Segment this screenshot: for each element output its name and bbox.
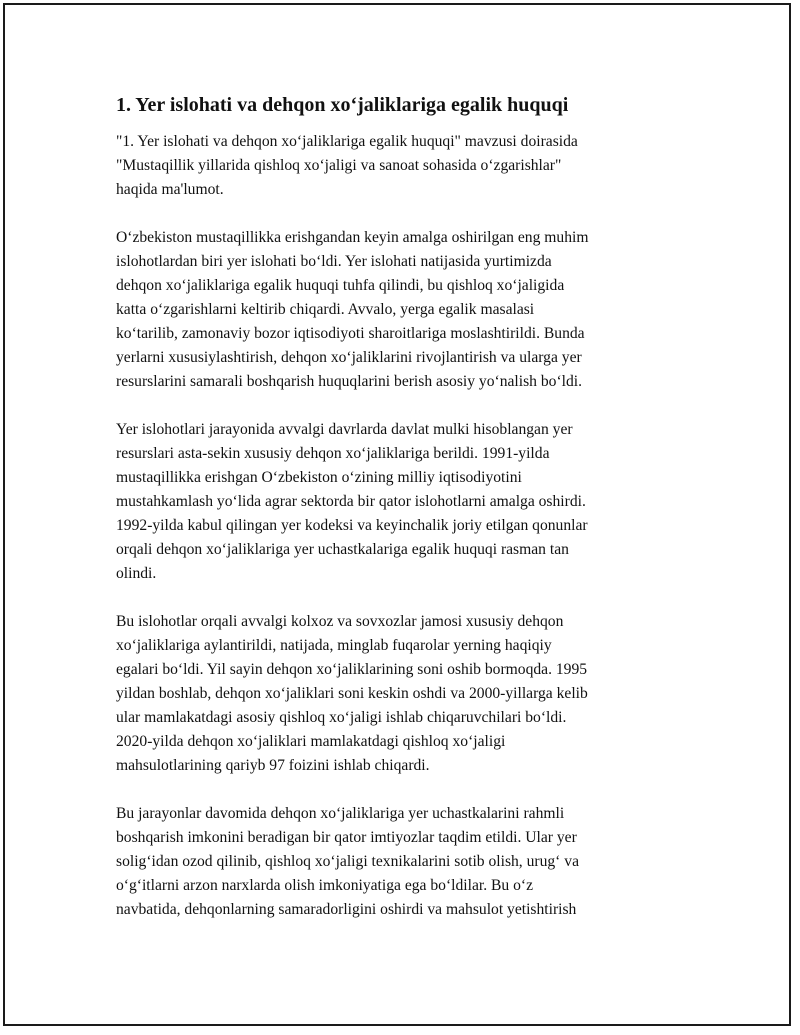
text-line: egalari bo‘ldi. Yil sayin dehqon xo‘jaliklarining soni oshib bormoqda. 1995: [116, 661, 588, 678]
text-line: Yer islohotlari jarayonida avvalgi davrlarda davlat mulki hisoblangan yer: [116, 421, 573, 438]
text-line: solig‘idan ozod qilinib, qishloq xo‘jaligi texnikalarini sotib olish, urug‘ va: [116, 853, 579, 870]
text-line: O‘zbekiston mustaqillikka erishgandan keyin amalga oshirilgan eng muhim: [116, 229, 589, 246]
text-line: olindi.: [116, 565, 157, 582]
paragraph-land-reform: [116, 226, 676, 394]
text-line: mustahkamlash yo‘lida agrar sektorda bir qator islohotlarni amalga oshirdi.: [116, 493, 586, 510]
text-line: katta o‘zgarishlarni keltirib chiqardi. Avvalo, yerga egalik masalasi: [116, 301, 535, 318]
document-body: [116, 92, 676, 946]
document-heading: 1. Yer islohati va dehqon xo‘jaliklariga egalik huquqi: [116, 94, 569, 116]
text-line: ular mamlakatdagi asosiy qishloq xo‘jaligi ishlab chiqaruvchilari bo‘ldi.: [116, 709, 567, 726]
text-line: haqida ma'lumot.: [116, 181, 224, 198]
text-line: xo‘jaliklariga aylantirildi, natijada, minglab fuqarolar yerning haqiqiy: [116, 637, 552, 654]
text-line: dehqon xo‘jaliklariga egalik huquqi tuhfa qilindi, bu qishloq xo‘jaligida: [116, 277, 565, 294]
text-line: Bu islohotlar orqali avvalgi kolxoz va sovxozlar jamosi xususiy dehqon: [116, 613, 564, 630]
text-line: yildan boshlab, dehqon xo‘jaliklari soni keskin oshdi va 2000-yillarga kelib: [116, 685, 588, 702]
text-line: "Mustaqillik yillarida qishloq xo‘jaligi va sanoat sohasida o‘zgarishlar": [116, 157, 562, 174]
text-line: orqali dehqon xo‘jaliklariga yer uchastkalariga egalik huquqi rasman tan: [116, 541, 569, 558]
text-line: yerlarni xususiylashtirish, dehqon xo‘jaliklarini rivojlantirish va ularga yer: [116, 349, 582, 366]
text-line: navbatida, dehqonlarning samaradorligini oshirdi va mahsulot yetishtirish: [116, 901, 577, 918]
text-line: 2020-yilda dehqon xo‘jaliklari mamlakatdagi qishloq xo‘jaligi: [116, 733, 506, 750]
paragraph-intro: [116, 130, 676, 202]
text-line: resurslari asta-sekin xususiy dehqon xo‘jaliklariga berildi. 1991-yilda: [116, 445, 550, 462]
text-line: 1992-yilda kabul qilingan yer kodeksi va keyinchalik joriy etilgan qonunlar: [116, 517, 588, 534]
text-line: ko‘tarilib, zamonaviy bozor iqtisodiyoti sharoitlariga moslashtirildi. Bunda: [116, 325, 585, 342]
text-line: islohotlardan biri yer islohati bo‘ldi. Yer islohati natijasida yurtimizda: [116, 253, 552, 270]
text-line: resurslarini samarali boshqarish huquqlarini berish asosiy yo‘nalish bo‘ldi.: [116, 373, 582, 390]
text-line: "1. Yer islohati va dehqon xo‘jaliklariga egalik huquqi" mavzusi doirasida: [116, 133, 578, 150]
text-line: Bu jarayonlar davomida dehqon xo‘jaliklariga yer uchastkalarini rahmli: [116, 805, 565, 822]
paragraph-reform-process: [116, 418, 676, 586]
text-line: boshqarish imkonini beradigan bir qator imtiyozlar taqdim etildi. Ular yer: [116, 829, 577, 846]
text-line: o‘g‘itlarni arzon narxlarda olish imkoniyatiga ega bo‘ldilar. Bu o‘z: [116, 877, 534, 894]
text-line: mahsulotlarining qariyb 97 foizini ishlab chiqardi.: [116, 757, 430, 774]
paragraph-privileges: [116, 802, 676, 922]
text-line: mustaqillikka erishgan O‘zbekiston o‘zining milliy iqtisodiyotini: [116, 469, 522, 486]
paragraph-collective-farms: [116, 610, 676, 778]
